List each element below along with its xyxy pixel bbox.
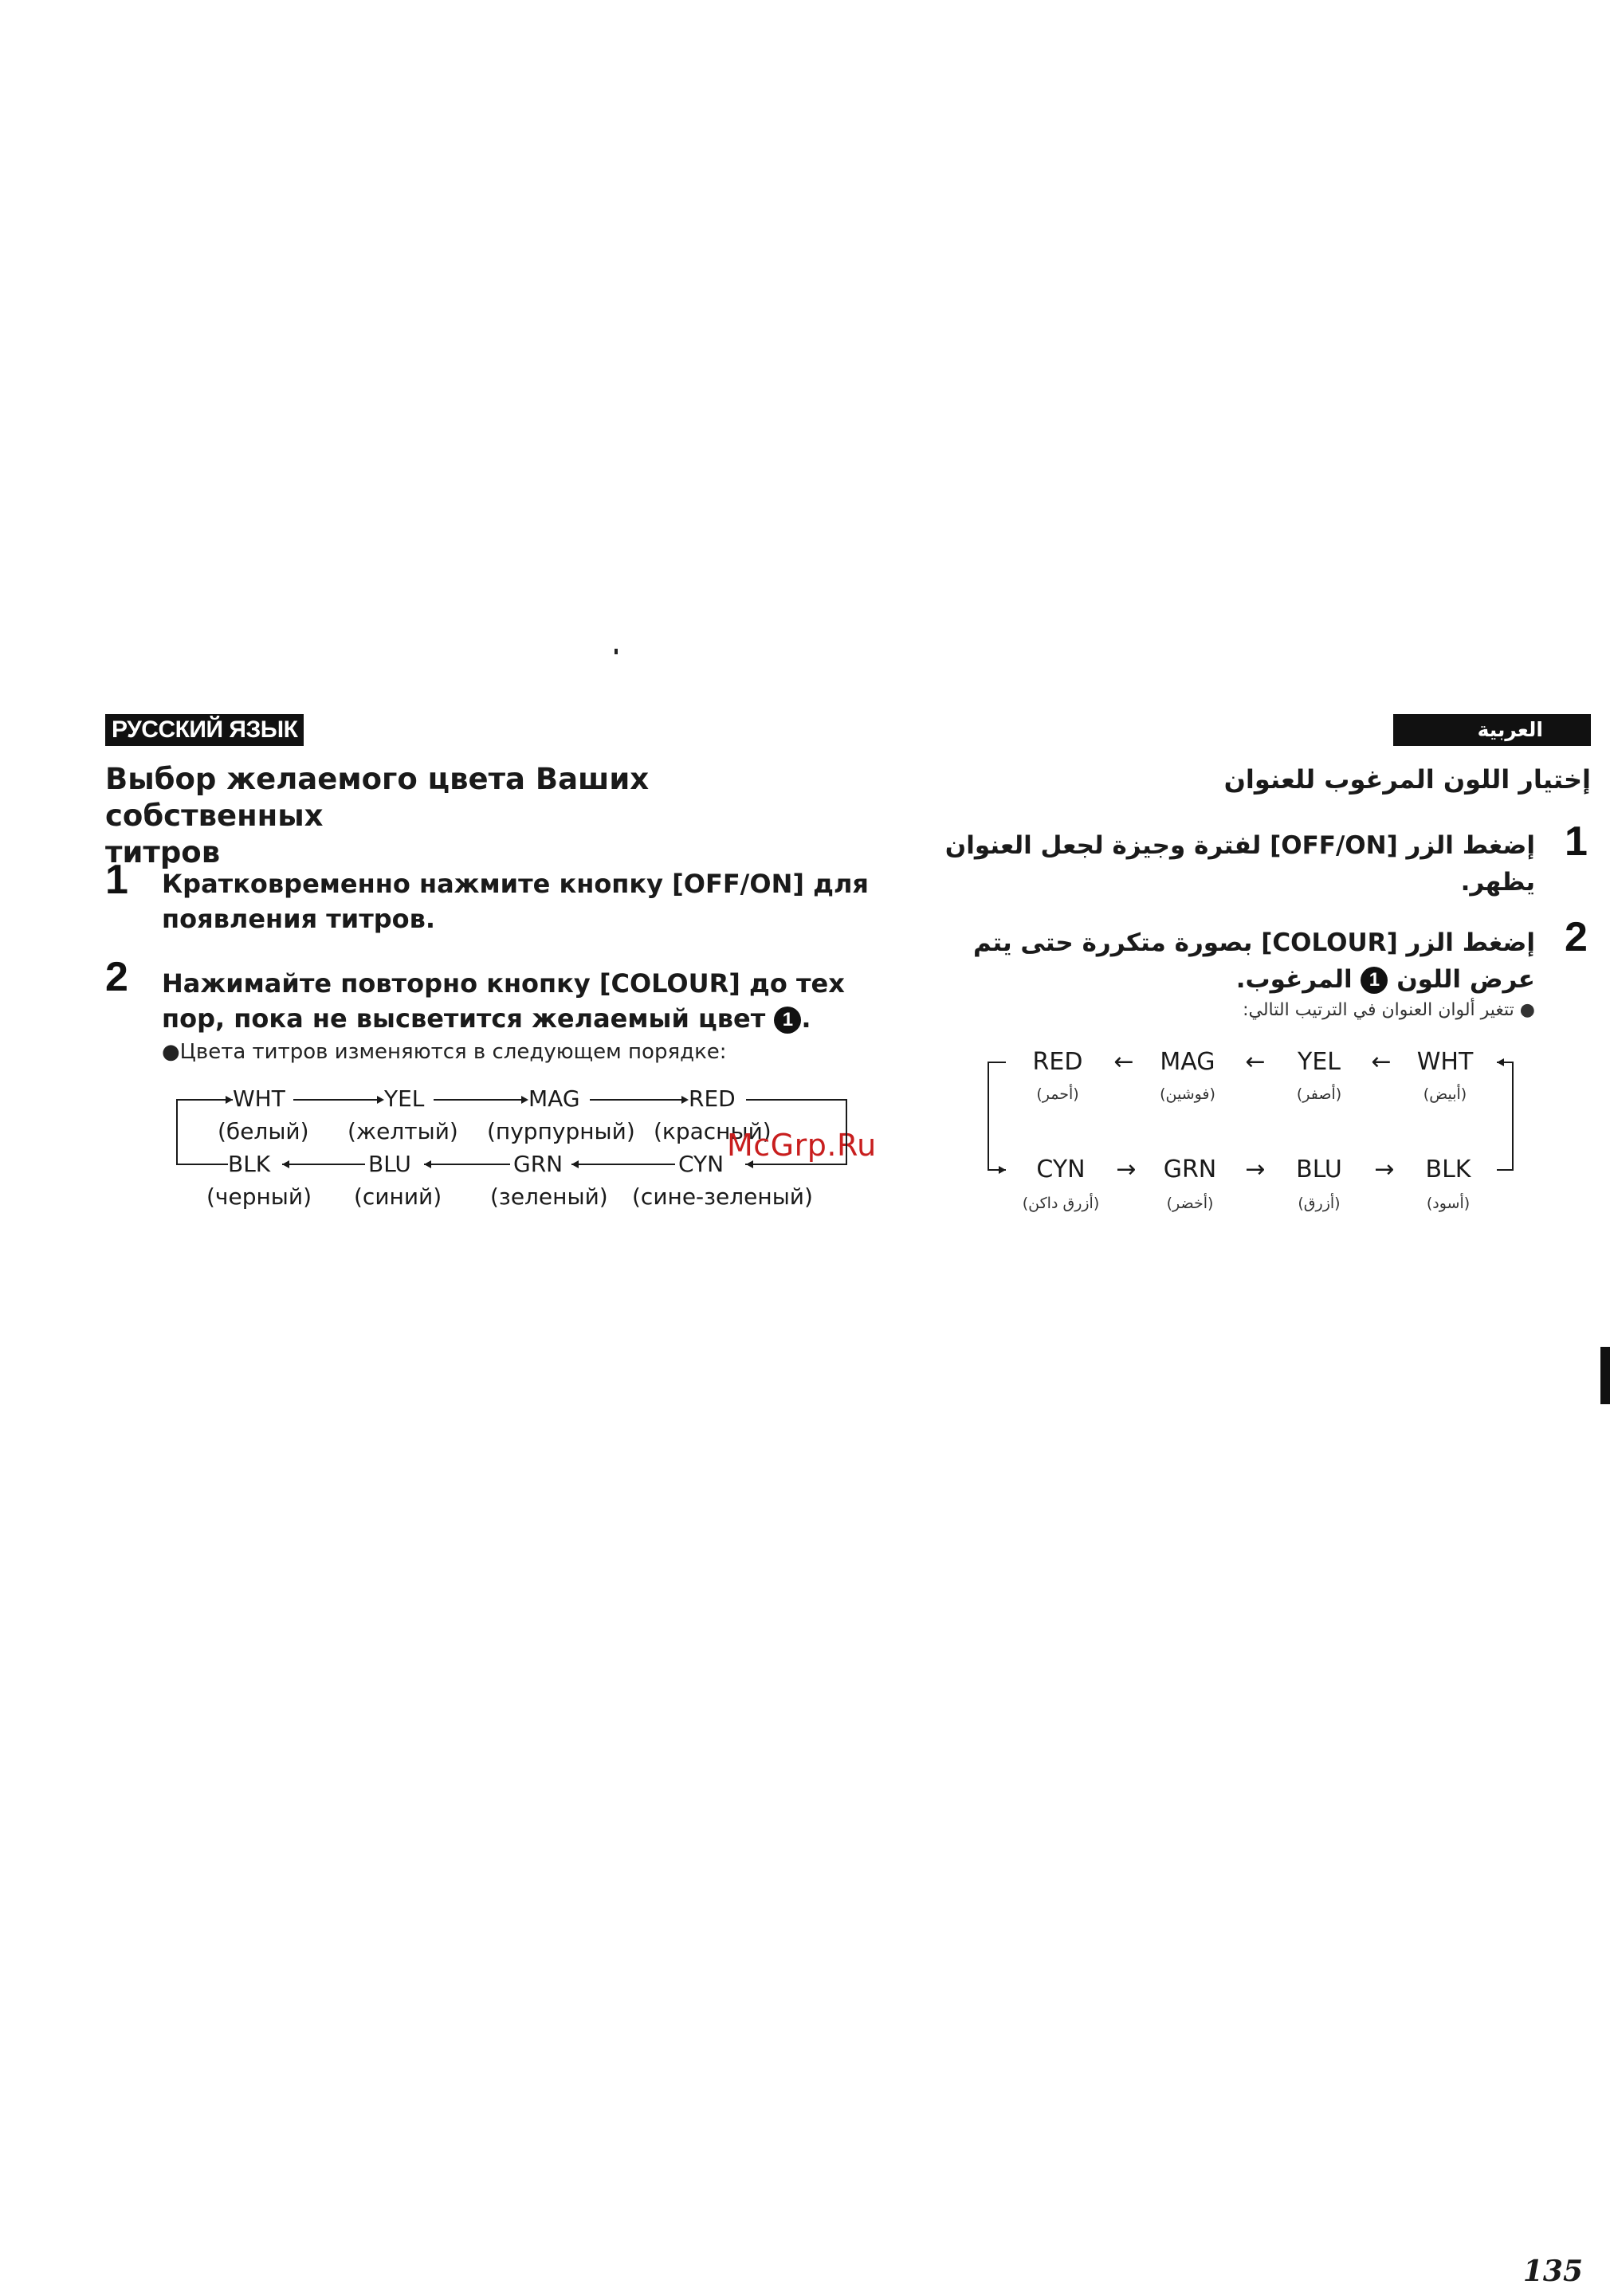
ru-arrowhead (424, 1160, 431, 1168)
ru-seq-name: (белый) (218, 1118, 309, 1144)
ru-arrowhead (746, 1160, 753, 1168)
arabic-step1-line1: إضغط الزر [OFF/ON] لفترة وجيزة لجعل العنوان (944, 831, 1535, 860)
ru-seq-name: (красный) (654, 1118, 772, 1144)
ru-arrowhead (377, 1096, 384, 1104)
ru-arrowhead (282, 1160, 289, 1168)
arrow-left-icon: ← (1113, 1048, 1134, 1076)
ru-seq-name: (сине-зеленый) (632, 1183, 813, 1210)
ru-seq-code: RED (689, 1085, 736, 1112)
russian-step2-line1: Нажимайте повторно кнопку [COLOUR] до тех (162, 968, 845, 999)
ru-arrowhead (571, 1160, 579, 1168)
ar-seq-name: (أصفر) (1296, 1085, 1342, 1103)
ru-seq-code: BLK (228, 1151, 271, 1177)
color-marker-1: 1 (774, 1007, 801, 1034)
russian-step1-line2: появления титров. (162, 904, 436, 934)
ru-seq-name: (желтый) (348, 1118, 458, 1144)
color-marker-1: 1 (1361, 967, 1388, 994)
ar-arrowhead (999, 1166, 1006, 1174)
ar-seq-code: RED (1032, 1048, 1083, 1076)
arrow-left-icon: ← (1245, 1048, 1266, 1076)
arabic-badge-text: العربية (1477, 718, 1543, 741)
ru-seq-name: (зеленый) (490, 1183, 608, 1210)
arabic-step1-number: 1 (1565, 818, 1588, 865)
arabic-step2-line2-pre: عرض اللون (1396, 965, 1535, 994)
russian-title-line1: Выбор желаемого цвета Ваших собственных (105, 762, 650, 833)
russian-title-line2: титров (105, 835, 221, 869)
russian-language-badge: РУССКИЙ ЯЗЫК (105, 714, 304, 746)
russian-step1-number: 1 (105, 857, 128, 903)
ru-seq-code: BLU (368, 1151, 411, 1177)
arrow-right-icon: → (1245, 1156, 1266, 1183)
ar-seq-name: (فوشين) (1160, 1085, 1215, 1103)
ru-seq-code: WHT (233, 1085, 285, 1112)
ar-arrowhead (1497, 1058, 1504, 1066)
ar-seq-name: (أحمر) (1036, 1085, 1079, 1103)
ar-seq-name: (أزرق) (1298, 1195, 1341, 1212)
arabic-order-note: ● تتغير ألوان العنوان في الترتيب التالي: (1243, 1000, 1535, 1020)
ru-seq-code: MAG (528, 1085, 580, 1112)
arrow-right-icon: → (1116, 1156, 1137, 1183)
ar-seq-code: WHT (1416, 1048, 1474, 1076)
arabic-step1-line2: يظهر. (1460, 868, 1535, 897)
ru-seq-name: (пурпурный) (487, 1118, 635, 1144)
ar-seq-code: CYN (1036, 1156, 1086, 1183)
ru-seq-name: (черный) (206, 1183, 312, 1210)
watermark-link[interactable]: McGrp.Ru (727, 1128, 877, 1163)
russian-step2-period: . (801, 1003, 811, 1034)
russian-step2-line2-text: пор, пока не высветится желаемый цвет (162, 1003, 766, 1034)
ru-loop-right (745, 1100, 846, 1164)
arabic-step2-line1: إضغط الزر [COLOUR] بصورة متكررة حتى يتم (973, 928, 1535, 957)
russian-step1-line1: Кратковременно нажмите кнопку [OFF/ON] для (162, 869, 869, 899)
ru-loop-left (177, 1100, 233, 1164)
russian-order-note: ●Цвета титров изменяются в следующем порядке: (162, 1040, 727, 1064)
arabic-step2-line2-post: المرغوب. (1235, 965, 1353, 994)
ar-seq-name: (أبيض) (1423, 1085, 1467, 1103)
russian-step2-number: 2 (105, 954, 128, 1000)
ar-seq-code: BLK (1425, 1156, 1471, 1183)
ru-arrowhead (681, 1096, 689, 1104)
ru-arrowhead (226, 1096, 233, 1104)
ru-seq-code: GRN (513, 1151, 564, 1177)
ru-seq-code: YEL (384, 1085, 425, 1112)
ar-seq-name: (أزرق داكن) (1022, 1195, 1100, 1212)
ar-seq-code: GRN (1163, 1156, 1217, 1183)
arabic-section-title: إختيار اللون المرغوب للعنوان (1223, 764, 1591, 795)
ar-seq-name: (أخضر) (1166, 1195, 1214, 1212)
ru-arrowhead (521, 1096, 528, 1104)
arrow-left-icon: ← (1371, 1048, 1392, 1076)
ar-seq-code: BLU (1296, 1156, 1342, 1183)
ar-seq-code: MAG (1160, 1048, 1215, 1076)
ar-bracket-left (988, 1062, 1006, 1170)
ru-seq-code: CYN (678, 1151, 724, 1177)
ar-bracket-right (1497, 1062, 1513, 1170)
page-number: 135 (1522, 2255, 1583, 2288)
arabic-step2-number: 2 (1565, 914, 1588, 960)
arrow-right-icon: → (1374, 1156, 1395, 1183)
ru-seq-name: (синий) (354, 1183, 442, 1210)
ar-seq-code: YEL (1298, 1048, 1341, 1076)
ar-seq-name: (أسود) (1426, 1195, 1471, 1212)
